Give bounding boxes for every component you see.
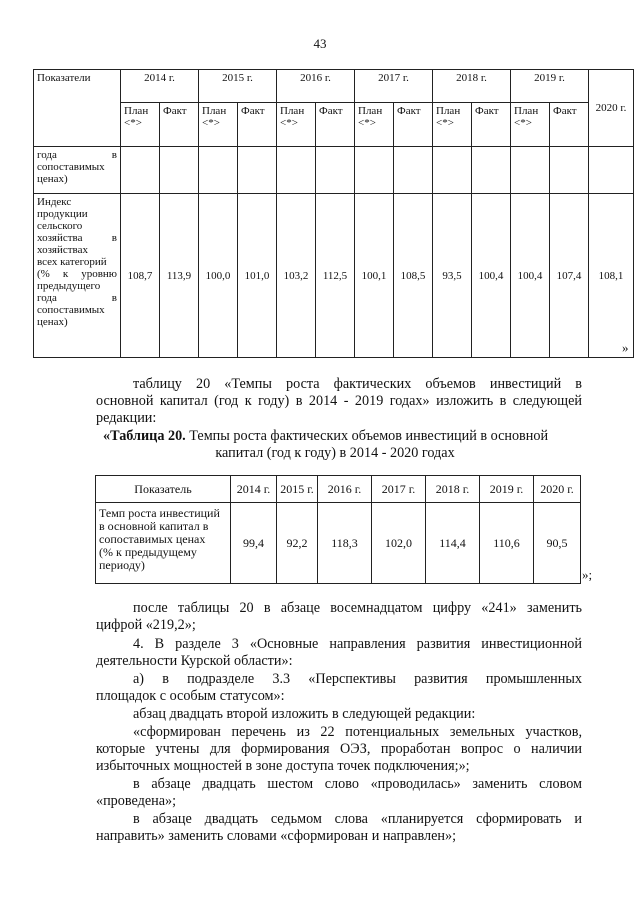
table-header-label: Показатели — [34, 70, 121, 147]
table-20-title-line2: капитал (год к году) в 2014 - 2020 годах — [215, 445, 455, 461]
body-line: после таблицы 20 в абзаце восемнадцатом цифру «241» заменить — [133, 600, 582, 616]
body-line: а) в подразделе 3.3 «Перспективы развития промышленных — [133, 671, 582, 687]
body-line: которые учтены для формирования ОЭЗ, проработан вопрос о наличии — [96, 741, 582, 757]
body-line: в абзаце двадцать шестом слово «проводилась» заменить словом — [133, 776, 582, 792]
fact-header: Факт — [238, 103, 277, 147]
intro-line: таблицу 20 «Темпы роста фактических объемов инвестиций в — [133, 376, 582, 392]
year-header: 2016 г. — [318, 476, 372, 503]
closing-quote: » — [622, 340, 629, 355]
body-line: абзац двадцать второй изложить в следующей редакции: — [133, 706, 476, 722]
table-19-fragment — [33, 69, 634, 358]
row-label: года в сопоставимых ценах) — [34, 147, 121, 194]
closing-quote: »; — [582, 567, 593, 582]
year-header: 2017 г. — [355, 70, 433, 103]
value-cell: 90,5 — [534, 503, 581, 584]
year-header-2020: 2020 г. — [589, 70, 634, 147]
year-header: 2018 г. — [426, 476, 480, 503]
value-cell: 108,7 — [121, 194, 160, 358]
year-header: 2015 г. — [277, 476, 318, 503]
value-cell: 112,5 — [316, 194, 355, 358]
body-line: цифрой «219,2»; — [96, 617, 196, 633]
value-cell: 100,0 — [199, 194, 238, 358]
body-line: площадок с особым статусом»: — [96, 688, 285, 704]
value-cell: 100,4 — [511, 194, 550, 358]
year-header: 2017 г. — [372, 476, 426, 503]
fact-header: Факт — [472, 103, 511, 147]
fact-header: Факт — [160, 103, 199, 147]
plan-header: План <*> — [511, 103, 550, 147]
intro-line: редакции: — [96, 410, 157, 426]
body-line: направить» заменить словами «сформирован и направлен»; — [96, 828, 457, 844]
fact-header: Факт — [316, 103, 355, 147]
plan-header: План <*> — [355, 103, 394, 147]
row-label-agri-index: Индекс продукции сельского хозяйства в хозяйствах всех категорий (% к уровню предыдущего года в сопоставимых ценах) — [34, 194, 121, 358]
value-cell: 100,1 — [355, 194, 394, 358]
value-cell: 118,3 — [318, 503, 372, 584]
value-cell: 103,2 — [277, 194, 316, 358]
year-header: 2014 г. — [121, 70, 199, 103]
table-header-label: Показатель — [96, 476, 231, 503]
year-header: 2014 г. — [231, 476, 277, 503]
body-line: «сформирован перечень из 22 потенциальных земельных участков, — [133, 724, 582, 740]
value-cell: 114,4 — [426, 503, 480, 584]
year-header: 2018 г. — [433, 70, 511, 103]
body-line: «проведена»; — [96, 793, 177, 809]
value-cell: 99,4 — [231, 503, 277, 584]
body-line: 4. В разделе 3 «Основные направления развития инвестиционной — [133, 636, 582, 652]
year-header: 2019 г. — [511, 70, 589, 103]
value-cell: 101,0 — [238, 194, 277, 358]
year-header: 2015 г. — [199, 70, 277, 103]
value-cell: 108,1 — [589, 194, 634, 358]
body-line: избыточных мощностей в зоне доступа точек подключения;»; — [96, 758, 470, 774]
plan-header: План <*> — [277, 103, 316, 147]
year-header: 2016 г. — [277, 70, 355, 103]
plan-header: План <*> — [433, 103, 472, 147]
value-cell: 108,5 — [394, 194, 433, 358]
year-header: 2020 г. — [534, 476, 581, 503]
fact-header: Факт — [394, 103, 433, 147]
page-number: 43 — [313, 36, 327, 51]
value-cell: 102,0 — [372, 503, 426, 584]
year-header: 2019 г. — [480, 476, 534, 503]
value-cell: 100,4 — [472, 194, 511, 358]
value-cell: 93,5 — [433, 194, 472, 358]
table-20-title: «Таблица 20. Темпы роста фактических объемов инвестиций в основной — [103, 428, 549, 444]
value-cell: 113,9 — [160, 194, 199, 358]
body-line: деятельности Курской области»: — [96, 653, 293, 669]
row-label-investment: Темп роста инвестиций в основной капитал в сопоставимых ценах (% к предыдущему периоду) — [96, 503, 231, 584]
value-cell: 107,4 — [550, 194, 589, 358]
plan-header: План <*> — [121, 103, 160, 147]
body-line: в абзаце двадцать седьмом слова «планируется сформировать и — [133, 811, 582, 827]
intro-line: основной капитал (год к году) в 2014 - 2019 годах» изложить в следующей — [96, 393, 582, 409]
value-cell: 110,6 — [480, 503, 534, 584]
value-cell: 92,2 — [277, 503, 318, 584]
fact-header: Факт — [550, 103, 589, 147]
table-20 — [95, 475, 581, 584]
plan-header: План <*> — [199, 103, 238, 147]
